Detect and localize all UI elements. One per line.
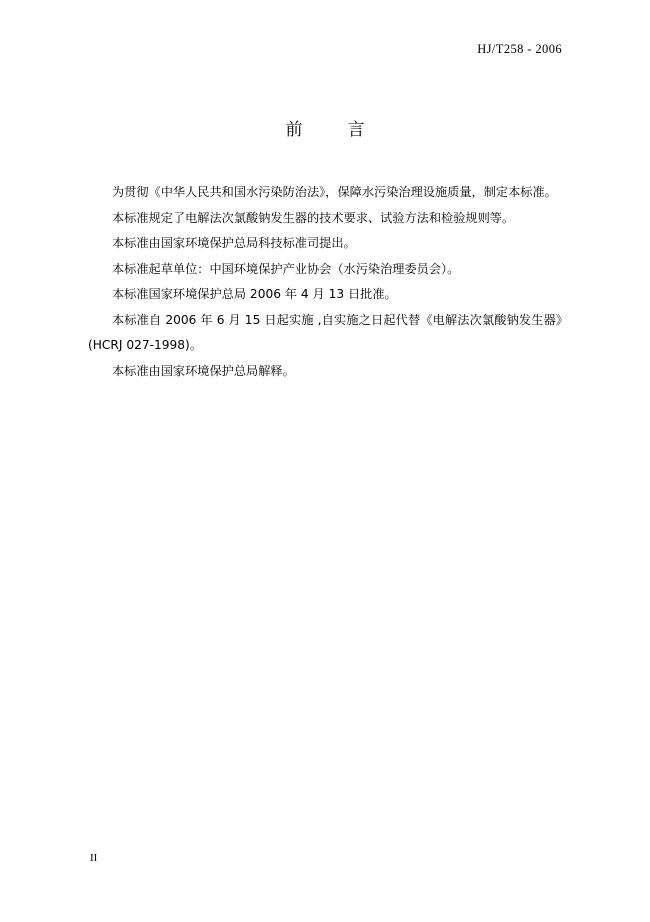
paragraph: 本标准国家环境保护总局 2006 年 4 月 13 日批准。 [112, 287, 397, 301]
page-number: II [90, 852, 98, 864]
paragraph: 本标准由国家环境保护总局解释。 [112, 363, 295, 378]
paragraph: 本标准由国家环境保护总局科技标准司提出。 [112, 236, 356, 250]
foreword-body [88, 180, 562, 384]
paragraph: 本标准规定了电解法次氯酸钠发生器的技术要求、试验方法和检验规则等。 [112, 210, 515, 225]
paragraph: 本标准自 2006 年 6 月 15 日起实施 ,自实施之日起代替《电解法次氯酸钠发生器》(HCRJ 027-1998)。 [88, 312, 562, 352]
page-title: 前 言 [285, 120, 379, 140]
standard-code-header: HJ/T258 - 2006 [477, 42, 562, 56]
paragraph: 本标准起草单位：中国环境保护产业协会（水污染治理委员会）。 [112, 261, 460, 276]
paragraph: 为贯彻《中华人民共和国水污染防治法》，保障水污染治理设施质量，制定本标准。 [112, 185, 557, 199]
